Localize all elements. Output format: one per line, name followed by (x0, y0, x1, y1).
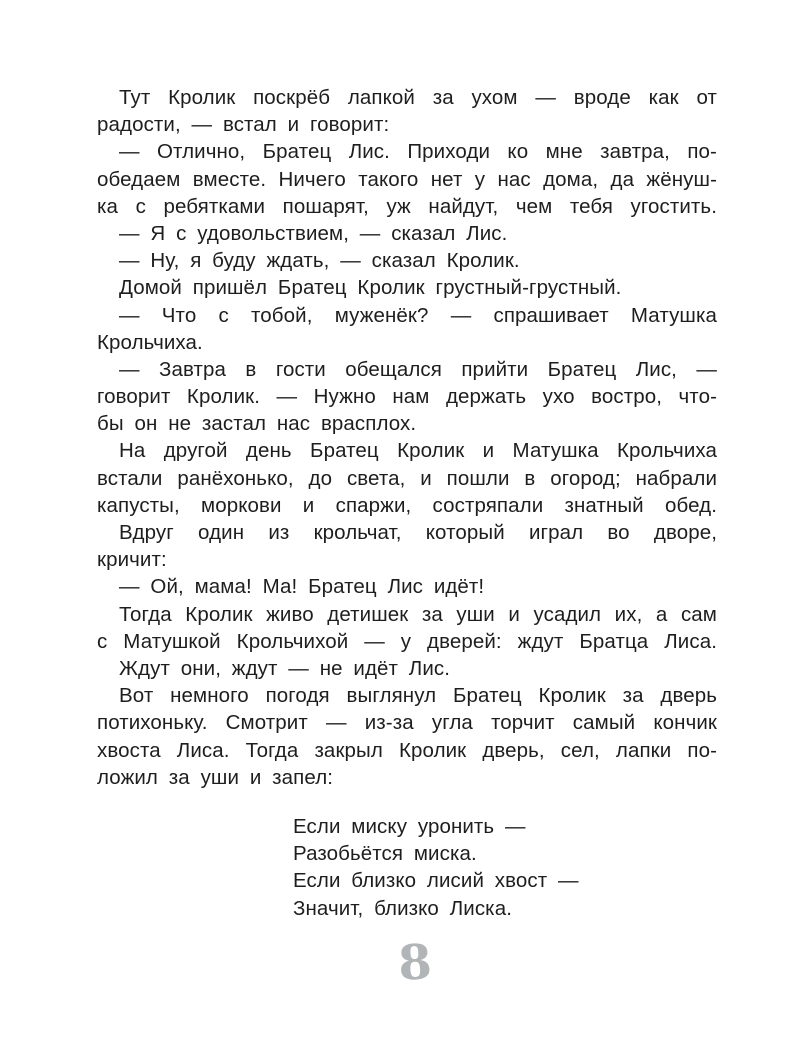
text-line: хвоста Лиса. Тогда закрыл Кролик дверь, сел, лапки по- (97, 738, 717, 762)
text-line: — Я с удовольствием, — сказал Лис. (119, 221, 508, 245)
poem-line: Если близко лисий хвост — (293, 869, 579, 893)
text-line: Вот немного погодя выглянул Братец Кролик за дверь (119, 684, 717, 708)
text-line: кричит: (97, 548, 167, 572)
text-line: встали ранёхонько, до света, и пошли в огород; набрали (97, 466, 717, 490)
text-line: ложил за уши и запел: (97, 765, 334, 789)
paragraph (97, 682, 717, 791)
paragraph (97, 138, 717, 220)
text-line: обедаем вместе. Ничего такого нет у нас дома, да жёнуш- (97, 167, 717, 191)
text-line: — Ну, я буду ждать, — сказал Кролик. (119, 249, 520, 273)
text-line: Крольчиха. (97, 330, 203, 354)
paragraph (97, 573, 717, 600)
text-line: — Что с тобой, муженёк? — спрашивает Матушка (119, 303, 717, 327)
story-text (97, 84, 717, 791)
text-line: ка с ребятками пошарят, уж найдут, чем тебя угостить. (97, 194, 717, 218)
page-number: 8 (396, 934, 434, 992)
text-line: капусты, моркови и спаржи, состряпали знатный обед. (97, 493, 717, 517)
text-line: Тогда Кролик живо детишек за уши и усадил их, а сам (119, 602, 717, 626)
text-line: Тут Кролик поскрёб лапкой за ухом — вроде как от (119, 86, 717, 109)
text-line: Вдруг один из крольчат, который играл во дворе, (119, 521, 717, 544)
text-line: Домой пришёл Братец Кролик грустный-грустный. (119, 276, 622, 300)
paragraph (97, 519, 717, 573)
text-line: — Ой, мама! Ма! Братец Лис идёт! (119, 575, 485, 599)
paragraph (97, 84, 717, 138)
poem-line: Значит, близко Лиска. (293, 896, 512, 920)
paragraph (97, 247, 717, 274)
paragraph (97, 274, 717, 301)
text-line: потихоньку. Смотрит — из-за угла торчит самый кончик (97, 711, 717, 735)
text-line: с Матушкой Крольчихой — у дверей: ждут Братца Лиса. (97, 629, 717, 653)
poem (293, 813, 579, 922)
text-line: Ждут они, ждут — не идёт Лис. (119, 656, 451, 680)
text-line: — Завтра в гости обещался прийти Братец Лис, — (119, 357, 717, 381)
paragraph (97, 437, 717, 519)
text-line: На другой день Братец Кролик и Матушка Крольчиха (119, 439, 717, 463)
poem-line: Если миску уронить — (293, 815, 526, 838)
paragraph (97, 601, 717, 655)
paragraph (97, 356, 717, 438)
text-line: радости, — встал и говорит: (97, 113, 390, 137)
paragraph (97, 302, 717, 356)
text-line: говорит Кролик. — Нужно нам держать ухо востро, что- (97, 385, 717, 409)
text-line: бы он не застал нас врасплох. (97, 412, 417, 436)
poem-line: Разобьётся миска. (293, 842, 477, 866)
paragraph (97, 220, 717, 247)
paragraph (97, 655, 717, 682)
text-line: — Отлично, Братец Лис. Приходи ко мне завтра, по- (119, 140, 717, 164)
